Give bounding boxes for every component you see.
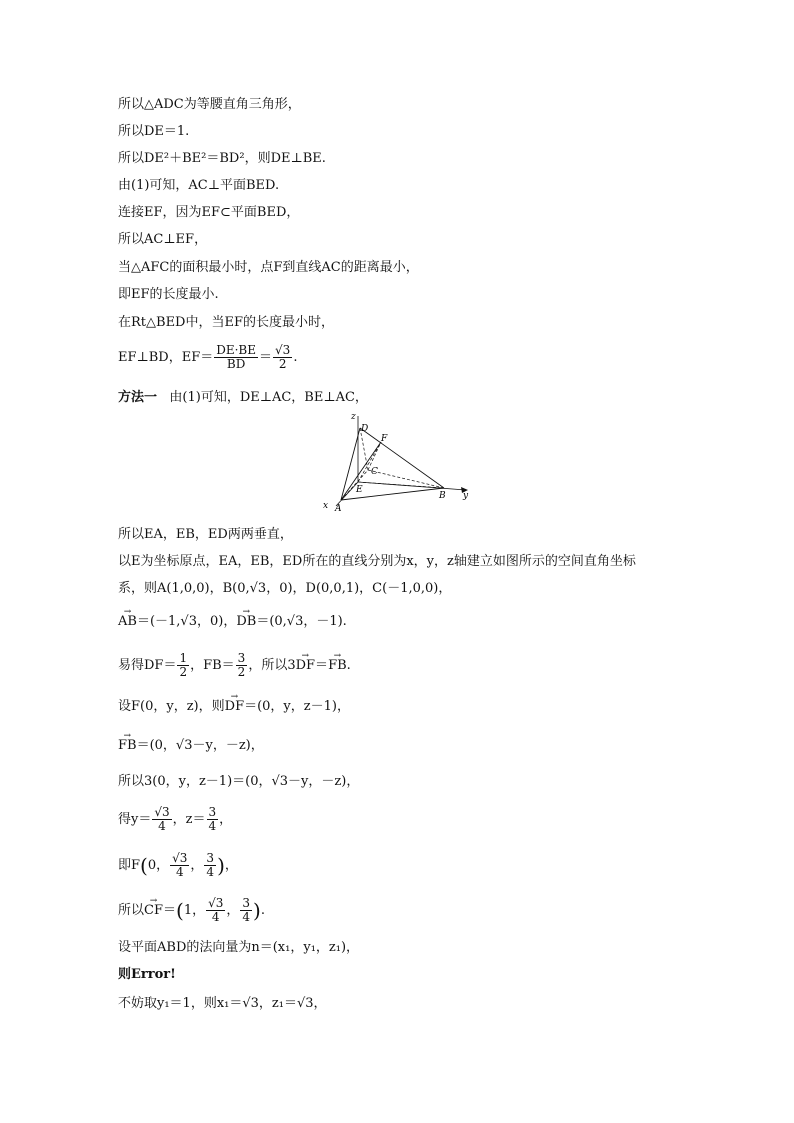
- vector-FB: → FB: [118, 738, 137, 754]
- label-x: x: [323, 501, 329, 511]
- label-A: A: [335, 504, 342, 512]
- text-line-7: 当△AFC的面积最小时，点F到直线AC的距离最小，: [118, 260, 419, 275]
- text-line-6: 所以AC⊥EF，: [118, 232, 208, 247]
- normal-vector-line: 设平面ABD的法向量为n＝(x₁，y₁，z₁)，: [118, 940, 360, 955]
- fraction: $\frac{1}{2}$: [179, 651, 188, 679]
- vector-CF: → CF: [144, 903, 163, 919]
- vector-DF: → DF: [296, 658, 315, 674]
- text-line-8: 即EF的长度最小.: [118, 287, 219, 302]
- vector-FB: → FB: [328, 658, 347, 674]
- label-B: B: [439, 491, 446, 501]
- easy-line: 易得DF＝ $\frac{1}{2}$ ，FB＝ $\frac{3}{2}$ ，所以3→ DF＝→ FB.: [118, 652, 351, 679]
- vector-DF: → DF: [225, 699, 244, 715]
- ji-F-line: 即F(0， $\frac{√3}{4}$ ， $\frac{3}{4}$ )，: [118, 851, 238, 879]
- vector-line: → AB＝(－1,√3，0)，→ DB＝(0,√3，－1).: [118, 614, 347, 630]
- label-C: C: [371, 467, 378, 477]
- vector-AB: → AB: [118, 614, 137, 630]
- vector-DB: → DB: [236, 614, 256, 630]
- text-line-5: 连接EF，因为EF⊂平面BED，: [118, 205, 300, 220]
- fb-line: → FB＝(0，√3－y，－z)，: [118, 738, 264, 754]
- text-line-12: 系，则A(1,0,0)，B(0,√3，0)，D(0,0,1)，C(－1,0,0)，: [118, 581, 452, 596]
- cf-line: 所以→ CF＝(1， $\frac{√3}{4}$ ， $\frac{3}{4}$ ).: [118, 897, 265, 924]
- error-line: 则Error!: [118, 967, 176, 982]
- method-line: 方法一 由(1)可知，DE⊥AC，BE⊥AC，: [118, 390, 368, 405]
- fraction: $\frac{3}{2}$: [237, 651, 246, 679]
- text-line-1: 所以△ADC为等腰直角三角形，: [118, 97, 301, 112]
- ef-formula-line: EF⊥BD，EF＝ $\frac{DE\cdot BE}{BD}$ ＝ $\frac{√3}{2}$ .: [118, 343, 298, 371]
- fraction: $\frac{3}{4}$: [206, 851, 215, 879]
- method-label: 方法一: [118, 390, 158, 405]
- text-line-3: 所以DE²＋BE²＝BD²，则DE⊥BE.: [118, 151, 326, 166]
- text-line-9: 在Rt△BED中，当EF的长度最小时，: [118, 315, 334, 330]
- fraction: $\frac{3}{4}$: [242, 896, 251, 924]
- text-line-11: 以E为坐标原点，EA，EB，ED所在的直线分别为x，y，z轴建立如图所示的空间直角坐标: [118, 554, 636, 569]
- text-line-4: 由(1)可知，AC⊥平面BED.: [118, 178, 280, 193]
- fraction: $\frac{√3}{4}$: [172, 851, 188, 879]
- get-line: 得y＝ $\frac{√3}{4}$ ，z＝ $\frac{3}{4}$ ，: [118, 805, 233, 833]
- set-F-line: 设F(0，y，z)，则→ DF＝(0，y，z－1)，: [118, 699, 350, 715]
- label-F: F: [381, 434, 388, 444]
- label-E: E: [356, 485, 363, 495]
- fraction: $\frac{3}{4}$: [208, 805, 217, 833]
- so-3-line: 所以3(0，y，z－1)＝(0，√3－y，－z)，: [118, 774, 360, 789]
- text-line-2: 所以DE＝1.: [118, 124, 190, 139]
- label-y: y: [463, 491, 469, 501]
- coordinate-figure: [318, 408, 478, 512]
- fraction: $\frac{√3}{2}$: [275, 343, 291, 371]
- last-line: 不妨取y₁＝1，则x₁＝√3，z₁＝√3，: [118, 996, 327, 1011]
- fraction: $\frac{DE\cdot BE}{BD}$: [216, 343, 257, 371]
- fraction: $\frac{√3}{4}$: [208, 896, 224, 924]
- text-line-10: 所以EA，EB，ED两两垂直，: [118, 527, 293, 542]
- fraction: $\frac{√3}{4}$: [154, 805, 170, 833]
- label-z: z: [351, 412, 356, 422]
- label-D: D: [361, 424, 369, 434]
